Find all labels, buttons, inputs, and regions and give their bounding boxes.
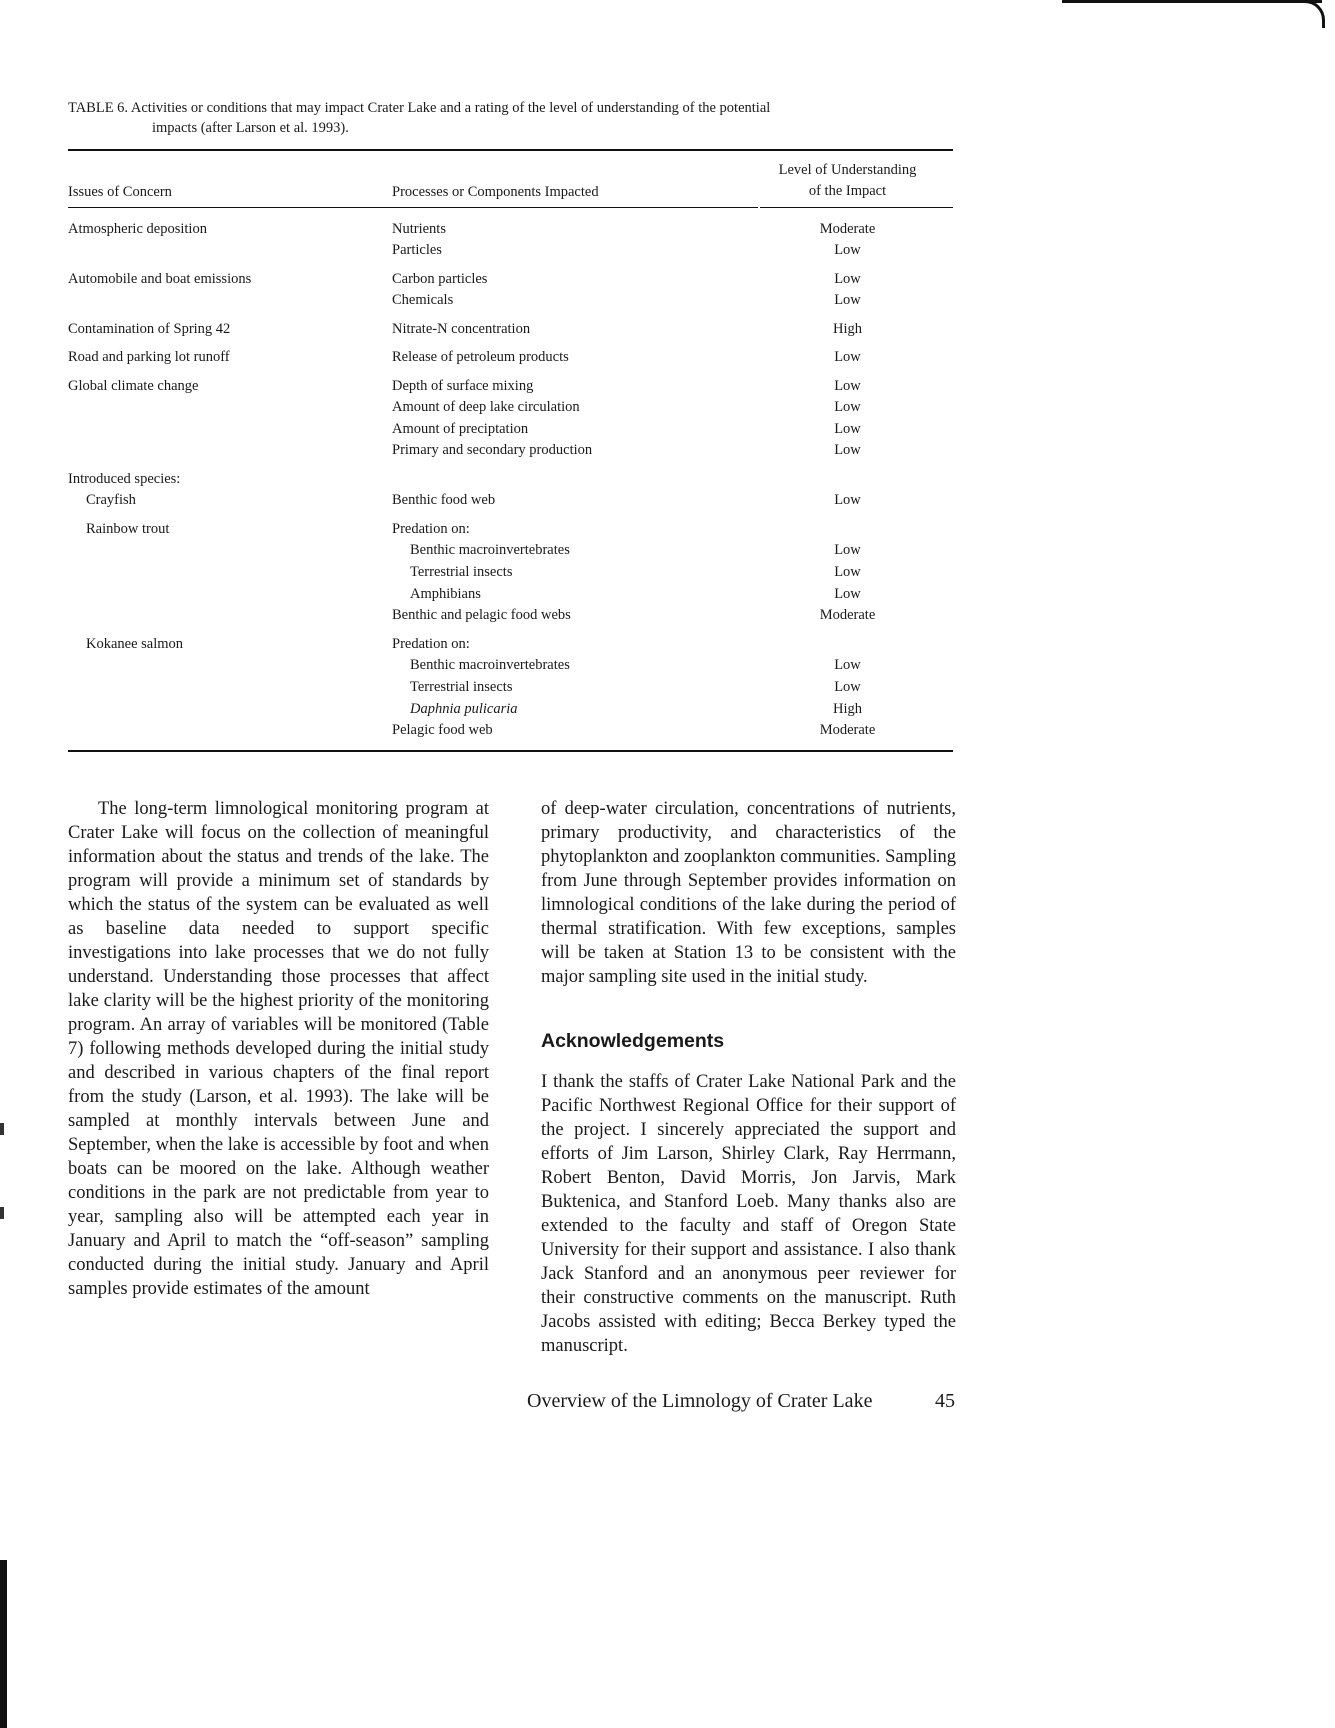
scan-edge-left xyxy=(0,1560,7,1728)
table-cell-process: Depth of surface mixing xyxy=(392,378,534,394)
table-cell-level: Moderate xyxy=(819,221,876,237)
table-cell-level: Low xyxy=(834,349,861,365)
table-cell-level: Low xyxy=(834,292,861,308)
table-cell-process: Pelagic food web xyxy=(392,722,493,738)
table-cell-level: High xyxy=(833,701,862,717)
table-cell-issue: Rainbow trout xyxy=(86,521,170,537)
table-cell-process: Nutrients xyxy=(392,221,446,237)
table-cell-level: Moderate xyxy=(819,607,876,623)
table-cell-level: Low xyxy=(834,442,861,458)
table-cell-level: Low xyxy=(834,421,861,437)
table-caption-line: impacts (after Larson et al. 1993). xyxy=(152,120,349,136)
table-cell-process: Predation on: xyxy=(392,521,470,537)
table-cell-level: Low xyxy=(834,399,861,415)
header-issue: Issues of Concern xyxy=(68,184,172,200)
body-left-column: The long-term limnological monitoring program at Crater Lake will focus on the collection of meaningful information about the status and trends of the lake. The program will provide a minimum set of standards by which the status of the system can be evaluated as well as baseline data needed to support specific investigations into lake processes that we do not fully understand. Understanding those processes that affect lake clarity will be the highest priority of the monitoring program. An array of variables will be monitored (Table 7) following methods developed during the initial study and described in various chapters of the final report from the study (Larson, et al. 1993). The lake will be sampled at monthly intervals between June and September, when the lake is accessible by foot and when boats can be moored on the lake. Although weather conditions in the park are not predictable from year to year, sampling also will be attempted each year in January and April to match the “off-season” sampling conducted during the initial study. January and April samples provide estimates of the amount xyxy=(68,799,489,1299)
scan-edge-corner xyxy=(1300,0,1325,28)
table-cell-level: Moderate xyxy=(819,722,876,738)
table-cell-level: Low xyxy=(834,657,861,673)
table-bottom-rule xyxy=(68,750,953,752)
table-cell-process: Carbon particles xyxy=(392,271,488,287)
table-cell-process: Terrestrial insects xyxy=(410,564,513,580)
table-cell-issue: Road and parking lot runoff xyxy=(68,349,230,365)
table-cell-process: Terrestrial insects xyxy=(410,679,513,695)
running-footer-title: Overview of the Limnology of Crater Lake xyxy=(527,1390,873,1412)
header-level-line: Level of Understanding xyxy=(778,162,917,178)
table-caption-line: TABLE 6. Activities or conditions that may impact Crater Lake and a rating of the level of understanding of the potential xyxy=(68,100,771,116)
table-cell-level: High xyxy=(833,321,862,337)
table-cell-issue: Introduced species: xyxy=(68,471,181,487)
table-cell-process: Primary and secondary production xyxy=(392,442,593,458)
table-cell-process: Nitrate-N concentration xyxy=(392,321,531,337)
table-cell-level: Low xyxy=(834,271,861,287)
table-cell-level: Low xyxy=(834,564,861,580)
table-cell-level: Low xyxy=(834,378,861,394)
table-cell-level: Low xyxy=(834,242,861,258)
table-cell-process: Benthic macroinvertebrates xyxy=(410,657,570,673)
table-cell-issue: Automobile and boat emissions xyxy=(68,271,252,287)
table-cell-process: Particles xyxy=(392,242,442,258)
acknowledgements-text: I thank the staffs of Crater Lake National Park and the Pacific Northwest Regional Office for their support of the project. I sincerely appreciated the support and efforts of Jim Larson, Shirley Clark, Ray Herrmann, Robert Benton, David Morris, Jon Jarvis, Mark Buktenica, and Stanford Loeb. Many thanks also are extended to the faculty and staff of Oregon State University for their support and assistance. I also thank Jack Stanford and an anonymous peer reviewer for their constructive comments on the manuscript. Ruth Jacobs assisted with editing; Becca Berkey typed the manuscript. xyxy=(541,1072,956,1356)
table-cell-process: Amount of preciptation xyxy=(392,421,529,437)
header-level-line: of the Impact xyxy=(808,183,887,199)
table-cell-process: Benthic food web xyxy=(392,492,496,508)
body-right-column: of deep-water circulation, concentrations of nutrients, primary productivity, and characteristics of the phytoplankton and zooplankton communities. Sampling from June through September provides information on limnological conditions of the lake during the period of thermal stratification. With few exceptions, samples will be taken at Station 13 to be consistent with the major sampling site used in the initial study. xyxy=(541,799,956,987)
table-cell-issue: Kokanee salmon xyxy=(86,636,184,652)
table-cell-process: Benthic macroinvertebrates xyxy=(410,542,570,558)
header-process: Processes or Components Impacted xyxy=(392,184,599,200)
table-cell-process: Benthic and pelagic food webs xyxy=(392,607,571,623)
scan-mark xyxy=(0,1123,4,1135)
table-cell-process: Chemicals xyxy=(392,292,454,308)
table-header-rule xyxy=(760,207,953,208)
acknowledgements-heading: Acknowledgements xyxy=(541,1030,725,1052)
table-cell-process: Amount of deep lake circulation xyxy=(392,399,580,415)
table-cell-process: Amphibians xyxy=(410,586,481,602)
table-cell-process: Predation on: xyxy=(392,636,470,652)
table-cell-issue: Contamination of Spring 42 xyxy=(68,321,231,337)
table-cell-issue: Atmospheric deposition xyxy=(68,221,207,237)
table-cell-level: Low xyxy=(834,586,861,602)
table-caption xyxy=(68,98,954,138)
table-cell-issue: Crayfish xyxy=(86,492,136,508)
scan-edge-top xyxy=(1062,0,1322,3)
table-cell-process: Daphnia pulicaria xyxy=(410,701,518,717)
table-cell-issue: Global climate change xyxy=(68,378,199,394)
table-cell-level: Low xyxy=(834,679,861,695)
table-cell-level: Low xyxy=(834,492,861,508)
header-level xyxy=(760,160,935,202)
table-cell-process: Release of petroleum products xyxy=(392,349,569,365)
table-top-rule xyxy=(68,149,953,151)
table-cell-level: Low xyxy=(834,542,861,558)
scan-mark xyxy=(0,1207,4,1219)
table-header-rule xyxy=(68,207,758,208)
page-number: 45 xyxy=(935,1390,955,1412)
